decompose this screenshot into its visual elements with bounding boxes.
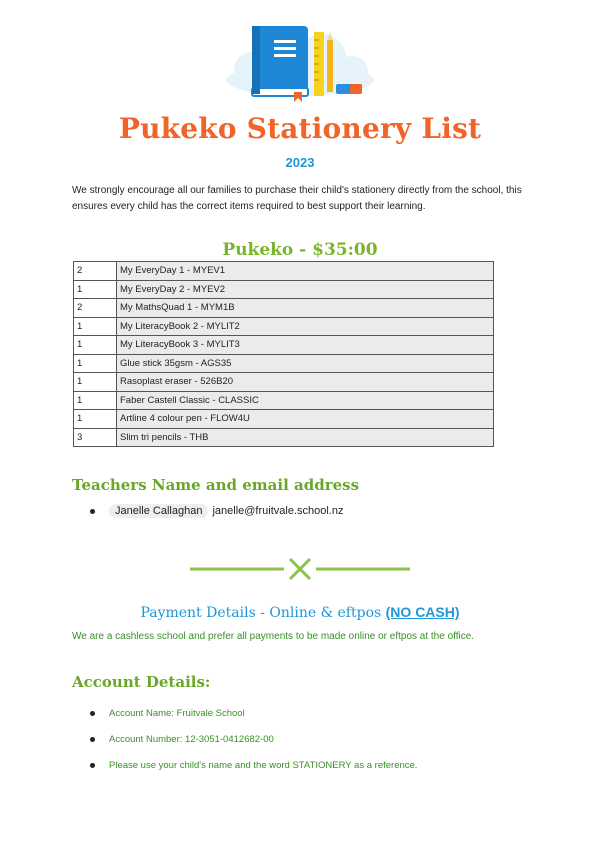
table-row (74, 391, 494, 410)
bullet-icon (90, 711, 95, 716)
item-qty: 1 (74, 410, 117, 429)
teacher-contact (90, 504, 343, 518)
item-desc: My EveryDay 1 - MYEV1 (117, 262, 494, 281)
intro-paragraph: We strongly encourage all our families to purchase their child's stationery directly from the school, this ensures every child has the correct items required to best support their learning. (72, 185, 522, 212)
item-desc: Rasoplast eraser - 526B20 (117, 373, 494, 392)
table-row (74, 354, 494, 373)
stationery-illustration-icon (222, 18, 378, 102)
table-row (74, 280, 494, 299)
bullet-icon (90, 509, 95, 514)
item-desc: My MathsQuad 1 - MYM1B (117, 299, 494, 318)
item-desc: Glue stick 35gsm - AGS35 (117, 354, 494, 373)
year-label: 2023 (285, 155, 315, 170)
item-qty: 2 (74, 262, 117, 281)
payment-heading-text: Payment Details - Online & eftpos (140, 605, 382, 621)
divider-cross-icon (190, 556, 410, 582)
teacher-name-chip[interactable]: Janelle Callaghan (109, 504, 208, 518)
list-item (90, 752, 417, 778)
item-qty: 2 (74, 299, 117, 318)
list-item (90, 726, 417, 752)
teacher-heading: Teachers Name and email address (72, 476, 360, 494)
page-title: Pukeko Stationery List (118, 112, 482, 145)
class-heading: Pukeko - $35:00 (222, 240, 378, 260)
account-heading: Account Details: (72, 673, 211, 691)
bullet-icon (90, 737, 95, 742)
payment-heading (0, 604, 600, 621)
item-desc: My LiteracyBook 2 - MYLIT2 (117, 317, 494, 336)
table-row (74, 299, 494, 318)
item-qty: 1 (74, 280, 117, 299)
item-desc: My EveryDay 2 - MYEV2 (117, 280, 494, 299)
item-qty: 1 (74, 354, 117, 373)
payment-note: We are a cashless school and prefer all payments to be made online or eftpos at the office. (72, 631, 475, 642)
table-row (74, 317, 494, 336)
item-qty: 1 (74, 391, 117, 410)
item-qty: 3 (74, 428, 117, 447)
payment-reference-note: Please use your child's name and the word STATIONERY as a reference. (109, 759, 418, 771)
table-row (74, 336, 494, 355)
no-cash-link[interactable]: (NO CASH) (385, 604, 460, 620)
account-details-list (90, 700, 417, 778)
stationery-table (73, 261, 494, 447)
table-row (74, 373, 494, 392)
item-desc: Artline 4 colour pen - FLOW4U (117, 410, 494, 429)
item-qty: 1 (74, 373, 117, 392)
table-row (74, 262, 494, 281)
item-desc: Faber Castell Classic - CLASSIC (117, 391, 494, 410)
item-qty: 1 (74, 317, 117, 336)
bullet-icon (90, 763, 95, 768)
table-row (74, 410, 494, 429)
item-desc: Slim tri pencils - THB (117, 428, 494, 447)
account-number: Account Number: 12-3051-0412682-00 (109, 733, 274, 745)
account-name: Account Name: Fruitvale School (109, 707, 245, 719)
item-desc: My LiteracyBook 3 - MYLIT3 (117, 336, 494, 355)
item-qty: 1 (74, 336, 117, 355)
list-item (90, 700, 417, 726)
teacher-email: janelle@fruitvale.school.nz (212, 505, 344, 517)
table-row (74, 428, 494, 447)
